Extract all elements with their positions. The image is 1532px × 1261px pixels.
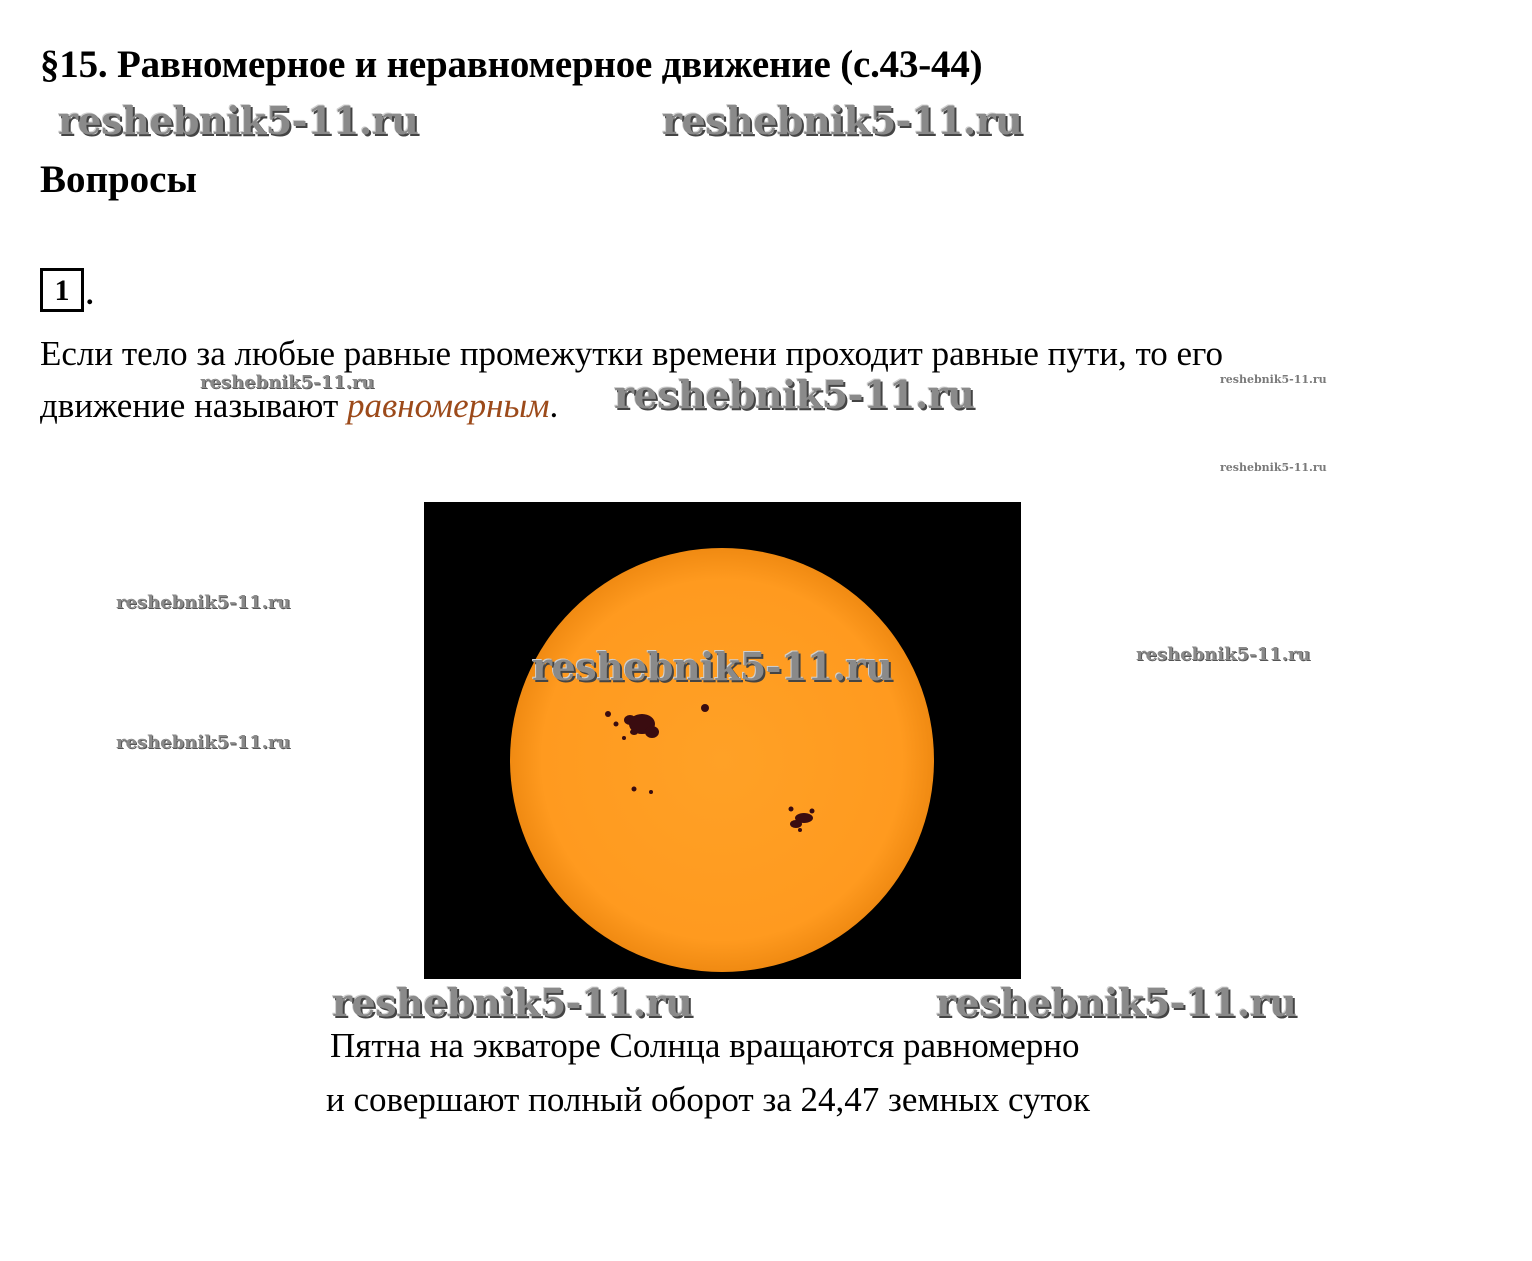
sun-disk	[510, 548, 934, 972]
caption-line-1: Пятна на экваторе Солнца вращаются равномерно	[330, 1026, 1080, 1065]
watermark: reshebnik5-11.ru	[116, 732, 291, 753]
watermark: reshebnik5-11.ru	[662, 98, 1023, 143]
sun-image	[424, 502, 1021, 979]
watermark: reshebnik5-11.ru	[200, 372, 375, 393]
watermark: reshebnik5-11.ru	[1136, 644, 1311, 665]
watermark: reshebnik5-11.ru	[58, 98, 419, 143]
watermark: reshebnik5-11.ru	[936, 980, 1297, 1025]
watermark: reshebnik5-11.ru	[532, 644, 893, 689]
watermark: reshebnik5-11.ru	[116, 592, 291, 613]
answer-line-1: Если тело за любые равные промежутки времени проходит равные пути, то его	[40, 334, 1224, 373]
question-number-dot: .	[86, 278, 94, 311]
section-heading: Вопросы	[40, 158, 197, 201]
answer-line-2-prefix: движение называют	[40, 386, 348, 425]
watermark: reshebnik5-11.ru	[332, 980, 693, 1025]
watermark: reshebnik5-11.ru	[614, 372, 975, 417]
photo-timestamp: 22-Sep-2000 09:36	[506, 963, 632, 978]
photo-credit-right: © picture-alliance/ dpa	[812, 954, 998, 973]
answer-term: равномерным	[347, 386, 550, 425]
page-title: §15. Равномерное и неравномерное движение (с.43-44)	[40, 43, 983, 86]
question-number-box	[40, 268, 84, 312]
watermark: reshebnik5-11.ru	[1220, 373, 1327, 386]
answer-line-2-suffix: .	[549, 386, 559, 425]
photo-credit-left: © picture-alliance/ dpa	[442, 943, 628, 962]
watermark: reshebnik5-11.ru	[1220, 461, 1327, 474]
question-number: 1	[54, 274, 70, 307]
sun-photo	[424, 502, 1021, 979]
caption-line-2: и совершают полный оборот за 24,47 земных суток	[326, 1080, 1090, 1119]
